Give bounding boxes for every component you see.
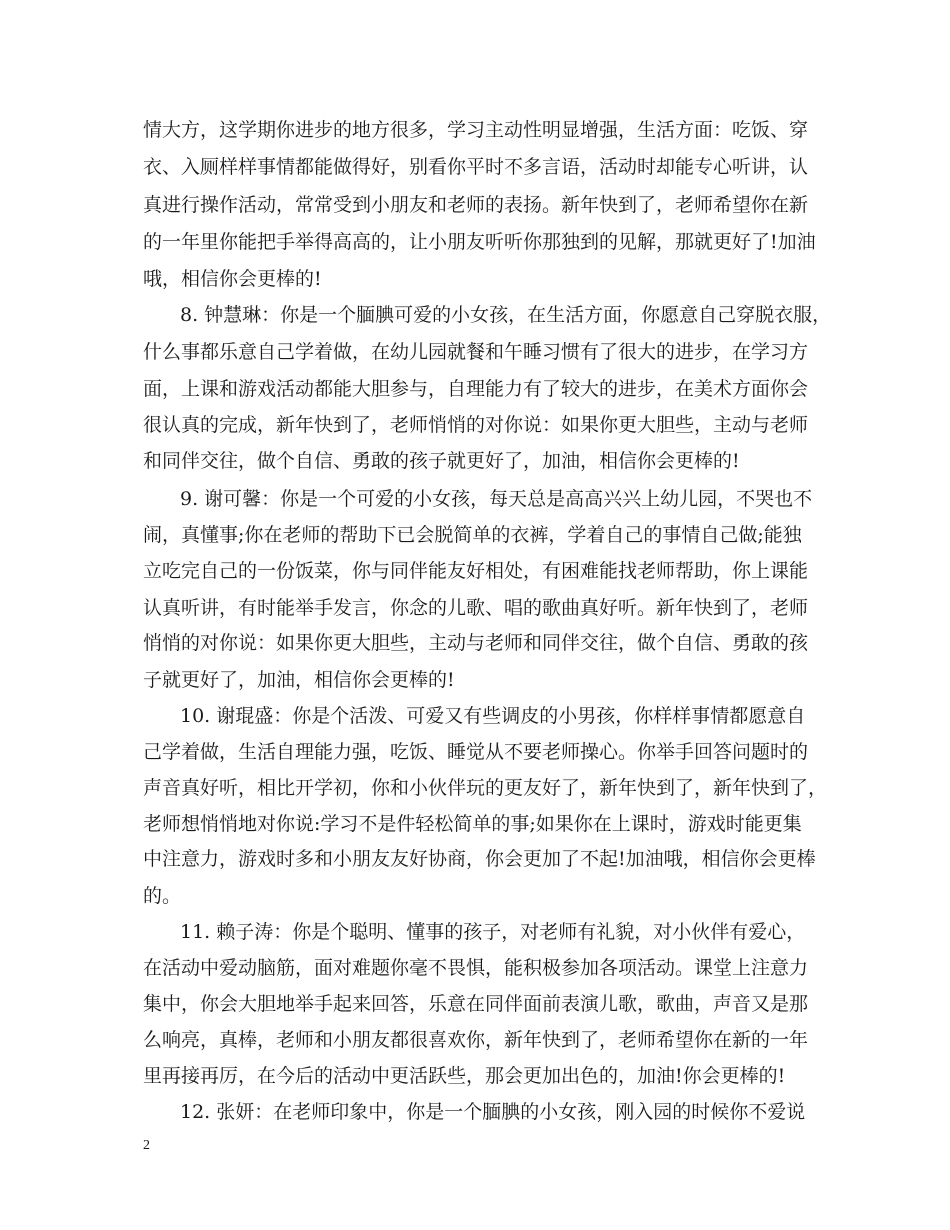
text-line: 声音真好听，相比开学初，你和小伙伴玩的更友好了，新年快到了，新年快到了， [143, 777, 828, 799]
text-line: 立吃完自己的一份饭菜，你与同伴能友好相处，有困难能找老师帮助，你上课能 [143, 560, 809, 582]
text-line: 情大方，这学期你进步的地方很多，学习主动性明显增强，生活方面：吃饭、穿 [143, 119, 809, 141]
text-line: 么响亮，真棒，老师和小朋友都很喜欢你，新年快到了，老师希望你在新的一年 [143, 1029, 809, 1051]
text-line: 的一年里你能把手举得高高的，让小朋友听听你那独到的见解，那就更好了!加油 [143, 231, 816, 253]
page-number: 2 [143, 1138, 150, 1153]
text-line-item-11: 11. 赖子涛：你是个聪明、懂事的孩子，对老师有礼貌，对小伙伴有爱心， [180, 921, 806, 943]
text-line-item-8: 8. 钟慧琳：你是一个腼腆可爱的小女孩，在生活方面，你愿意自己穿脱衣服， [180, 304, 832, 326]
text-line: 集中，你会大胆地举手起来回答，乐意在同伴面前表演儿歌，歌曲，声音又是那 [143, 993, 809, 1015]
text-line: 里再接再厉，在今后的活动中更活跃些，那会更加出色的，加油!你会更棒的! [143, 1065, 786, 1087]
text-line: 什么事都乐意自己学着做，在幼儿园就餐和午睡习惯有了很大的进步，在学习方 [143, 341, 809, 363]
text-line: 悄悄的对你说：如果你更大胆些，主动与老师和同伴交往，做个自信、勇敢的孩 [143, 632, 809, 654]
text-line: 子就更好了，加油，相信你会更棒的! [143, 669, 455, 691]
text-line: 很认真的完成，新年快到了，老师悄悄的对你说：如果你更大胆些，主动与老师 [143, 414, 809, 436]
text-line-item-9: 9. 谢可馨：你是一个可爱的小女孩，每天总是高高兴兴上幼儿园，不哭也不 [180, 488, 813, 510]
text-line: 和同伴交往，做个自信、勇敢的孩子就更好了，加油，相信你会更棒的! [143, 450, 740, 472]
text-line: 认真听讲，有时能举手发言，你念的儿歌、唱的歌曲真好听。新年快到了，老师 [143, 597, 809, 619]
text-line: 的。 [143, 885, 182, 907]
text-line: 在活动中爱动脑筋，面对难题你毫不畏惧，能积极参加各项活动。课堂上注意力 [143, 957, 809, 979]
text-line: 哦，相信你会更棒的! [143, 268, 322, 290]
text-line: 中注意力，游戏时多和小朋友友好协商，你会更加了不起!加油哦，相信你会更棒 [143, 848, 816, 870]
text-line: 己学着做，生活自理能力强，吃饭、睡觉从不要老师操心。你举手回答问题时的 [143, 741, 809, 763]
text-line: 面，上课和游戏活动都能大胆参与，自理能力有了较大的进步，在美术方面你会 [143, 378, 809, 400]
text-line: 真进行操作活动，常常受到小朋友和老师的表扬。新年快到了，老师希望你在新 [143, 194, 809, 216]
text-line: 老师想悄悄地对你说:学习不是件轻松简单的事;如果你在上课时，游戏时能更集 [143, 813, 802, 835]
text-line-item-10: 10. 谢琨盛：你是个活泼、可爱又有些调皮的小男孩，你样样事情都愿意自 [180, 705, 806, 727]
text-line: 闹，真懂事;你在老师的帮助下已会脱简单的衣裤，学着自己的事情自己做;能独 [143, 524, 802, 546]
text-line-item-12: 12. 张妍：在老师印象中，你是一个腼腆的小女孩，刚入园的时候你不爱说 [180, 1101, 806, 1123]
text-line: 衣、入厕样样事情都能做得好，别看你平时不多言语，活动时却能专心听讲，认 [143, 156, 809, 178]
